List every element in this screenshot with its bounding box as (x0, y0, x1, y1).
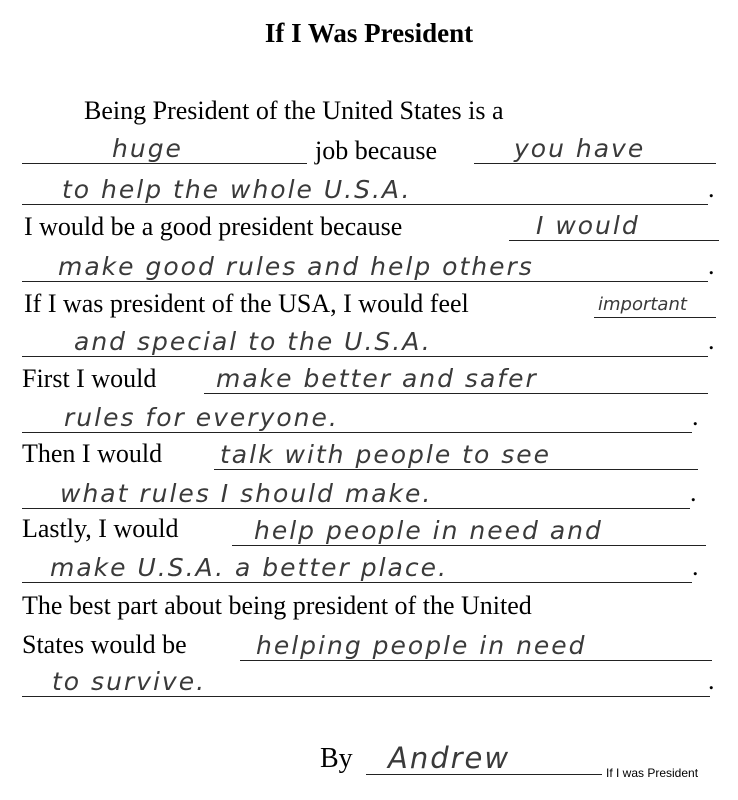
footer-tag: If I was President (606, 766, 699, 780)
period: . (690, 478, 697, 507)
author-signature: Andrew (388, 741, 511, 775)
answer-good-president-2: make good rules and help others (58, 252, 534, 281)
by-label: By (320, 743, 353, 774)
answer-best-part-2: to survive. (52, 667, 207, 696)
answer-line (22, 432, 692, 433)
period: . (708, 326, 715, 355)
answer-lastly-1: help people in need and (254, 516, 603, 545)
prompt-best-part-cont: States would be (22, 630, 187, 659)
answer-feel-1: important (598, 294, 687, 315)
answer-line (232, 545, 706, 546)
prompt-good-president: I would be a good president because (24, 212, 403, 241)
prompt-job: Being President of the United States is a (84, 96, 504, 125)
prompt-first: First I would (22, 364, 157, 393)
period: . (708, 666, 715, 695)
answer-line (22, 696, 710, 697)
answer-line (22, 508, 690, 509)
answer-line (22, 163, 307, 164)
answer-line (22, 281, 708, 282)
answer-job-adjective: huge (112, 134, 183, 163)
answer-because-2: to help the whole U.S.A. (62, 175, 412, 204)
answer-because-1: you have (514, 134, 646, 163)
prompt-best-part: The best part about being president of the United (22, 591, 532, 620)
answer-good-president-1: I would (536, 211, 640, 240)
answer-line (214, 469, 698, 470)
answer-line (22, 204, 708, 205)
answer-first-1: make better and safer (216, 364, 538, 393)
prompt-then: Then I would (22, 439, 163, 468)
answer-first-2: rules for everyone. (64, 403, 339, 432)
answer-line (204, 393, 708, 394)
prompt-job-because: job because (315, 136, 438, 165)
answer-then-2: what rules I should make. (60, 479, 433, 508)
worksheet-title: If I Was President (264, 18, 474, 48)
period: . (708, 174, 715, 203)
prompt-feel: If I was president of the USA, I would feel (24, 289, 469, 318)
answer-feel-2: and special to the U.S.A. (74, 327, 432, 356)
answer-line (22, 582, 692, 583)
period: . (692, 552, 699, 581)
answer-lastly-2: make U.S.A. a better place. (50, 553, 448, 582)
answer-then-1: talk with people to see (220, 440, 551, 469)
answer-line (594, 317, 716, 318)
answer-line (474, 163, 716, 164)
period: . (708, 251, 715, 280)
period: . (692, 402, 699, 431)
answer-best-part-1: helping people in need (256, 631, 587, 660)
answer-line (509, 240, 719, 241)
prompt-lastly: Lastly, I would (22, 514, 179, 543)
answer-line (240, 660, 712, 661)
answer-line (22, 356, 708, 357)
